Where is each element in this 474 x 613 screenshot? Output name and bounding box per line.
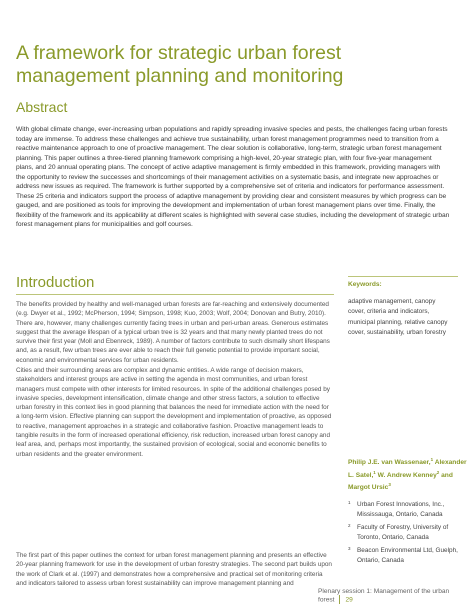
- author-affiliation-mark: 1: [430, 457, 434, 462]
- affiliation-text: Urban Forest Innovations, Inc., Mississauga, Ontario, Canada: [357, 501, 445, 518]
- introduction-divider: [16, 294, 334, 295]
- affiliation-item: [348, 500, 470, 520]
- affiliation-text: Beacon Environmental Ltd, Guelph, Ontario, Canada: [357, 547, 458, 564]
- author-name: Alexander L. Satel,: [348, 459, 467, 479]
- intro-paragraph-2: Cities and their surrounding areas are complex and dynamic entities. A wide range of decision makers, stakeholders and interest groups are active in setting the agenda in most communities, and urban forest managers must compete with other interests for limited resources. In spite of the additional challenges posed by invasive species, development intensification, climate change and other stress factors, a solution to effective urban forestry in this context lies in good planning that balances the need for immediate action with the need for a long-term vision. Effective planning can support the development and implementation of proactive, as opposed to reactive, management approaches in a strategic and collaborative fashion. Proactive management leads to tangible results in the form of increased operational efficiency, risk reduction, increased urban forest canopy and leaf area, and, perhaps most importantly, the sustained provision of ecological, social and economic benefits to urban residents and the greater environment.: [16, 367, 332, 458]
- intro-paragraph-3: The first part of this paper outlines the context for urban forest management planning and presents an effective 20-year planning framework for use in the development of urban forestry strategies. The second part builds upon the work of Clark et al. (1997) and demonstrates how a comprehensive and practical set of monitoring criteria and indicators tailored to assess urban forest sustainability can improve management planning and: [16, 552, 332, 587]
- author-affiliation-mark: 1: [373, 469, 376, 475]
- author-list: [348, 455, 468, 493]
- affiliation-text: Faculty of Forestry, University of Toronto, Ontario, Canada: [357, 524, 449, 541]
- affiliation-number: 1: [348, 500, 351, 505]
- keywords-label: Keywords:: [348, 281, 382, 288]
- keywords-divider: [348, 276, 458, 277]
- affiliation-item: [348, 546, 470, 566]
- introduction-heading: Introduction: [16, 274, 95, 291]
- page-number: 29: [345, 596, 353, 604]
- author-name: W. Andrew Kenney: [377, 471, 437, 479]
- paper-title: A framework for strategic urban forest management planning and monitoring: [16, 42, 344, 87]
- author-name: and Margot Ursic: [348, 471, 453, 492]
- keywords-text: adaptive management, canopy cover, criteria and indicators, municipal planning, relative canopy cover, sustainability, urban forestry: [348, 298, 448, 336]
- affiliation-list: [348, 500, 470, 569]
- abstract-heading: Abstract: [16, 99, 68, 115]
- footer-separator: [339, 595, 340, 604]
- author-affiliation-mark: 2: [436, 469, 440, 475]
- author-affiliation-mark: 3: [388, 482, 391, 488]
- abstract-text: With global climate change, ever-increasing urban populations and rapidly spreading invasive species and pests, the challenges facing urban forests today are immense. To address these challenges and achieve true sustainability, urban forest management programmes need to transition from a reactive maintenance approach to one of proactive management. The clear solution is collaborative, long-term, strategic urban forest management planning. This paper outlines a three-tiered planning framework comprising a high-level, 20-year strategic plan, with four five-year management plans, and 20 annual operating plans. The concept of active adaptive management is firmly embedded in this framework, providing managers with the opportunity to review the successes and shortcomings of their management activities on a systematic basis, and integrate new approaches or address new issues as required. The framework is further supported by a comprehensive set of criteria and indicators for performance assessment. These 25 criteria and indicators support the process of adaptive management by providing clear and consistent measures by which progress can be gauged, and are positioned as tools for improving the development and implementation of urban forest management plans over time. Finally, the flexibility of the framework and its applicability at different scales is highlighted with several case studies, including the development of strategic urban forest management plans for municipalities and golf courses.: [16, 126, 450, 229]
- affiliation-number: 2: [348, 523, 351, 528]
- page-footer: [318, 588, 460, 604]
- affiliation-item: [348, 523, 470, 543]
- affiliation-number: 3: [348, 546, 351, 551]
- author-name: Philip J.E. van Wassenaer,: [348, 459, 431, 467]
- footer-session: Plenary session 1: Management of the urban forest: [318, 588, 450, 604]
- intro-paragraph-1: The benefits provided by healthy and well-managed urban forests are far-reaching and extensively documented (e.g. Dwyer et al., 1992; McPherson, 1994; Simpson, 1998; Kuo, 2003; Wolf, 2004; Donovan and Butry, 2010). There are, however, many challenges currently facing trees in urban and peri-urban areas. Generous estimates suggest that the average lifespan of a typical urban tree is 32 years and that many newly planted trees do not survive their first year (Moll and Ebenreck, 1989). A number of factors contribute to such dismally short lifespans and, as a result, few urban trees are ever able to reach their full genetic potential to provide important social, economic and environmental services for urban residents.: [16, 301, 330, 364]
